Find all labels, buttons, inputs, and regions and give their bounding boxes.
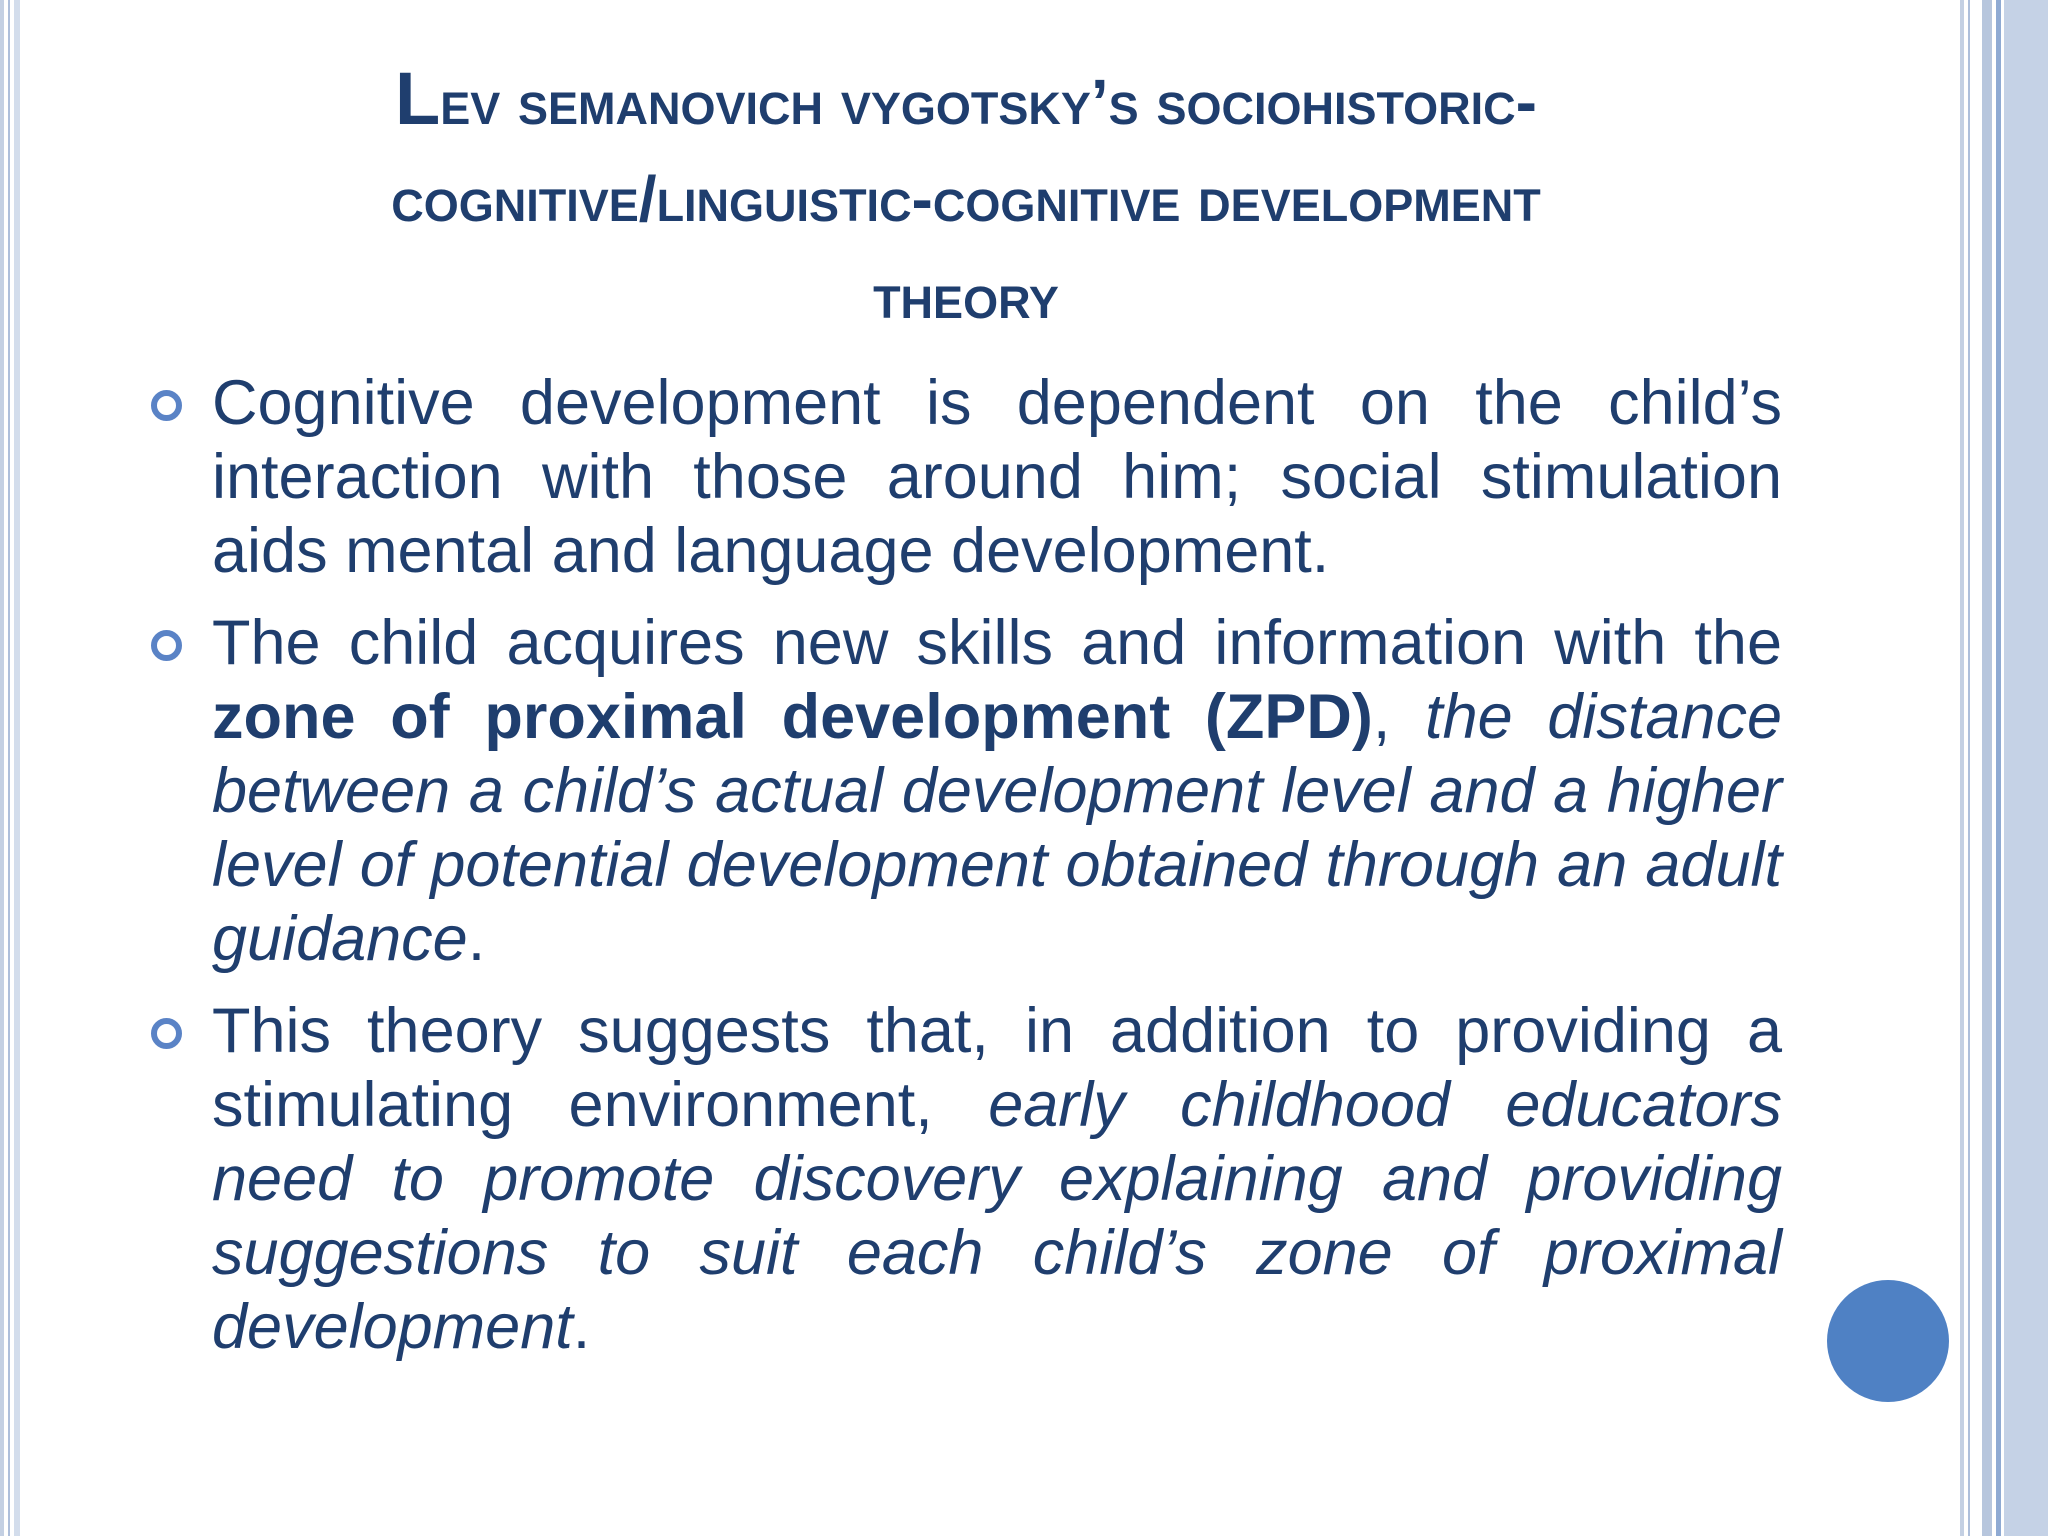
slide-title (146, 50, 1786, 345)
bullet-text: . (572, 1292, 591, 1362)
slide (26, 0, 1960, 1536)
title-line-1: ev semanovich vygotsky’s sociohistoric- (440, 66, 1537, 138)
right-border-decoration (1960, 0, 2048, 1536)
ring-bullet-icon (151, 390, 182, 421)
title-line-3: theory (873, 260, 1059, 332)
left-border-decoration (0, 0, 26, 1536)
bullet-item (146, 994, 1782, 1364)
bullet-text: . (467, 904, 486, 974)
title-initial: L (395, 57, 441, 140)
title-line-2: cognitive/linguistic-cognitive development (391, 163, 1541, 235)
bullet-text: Cognitive development is dependent on the child’s interaction with those around him; social stimulation aids mental and language development. (212, 368, 1782, 586)
bullet-item (146, 606, 1782, 976)
bullet-bold-term: zone of proximal development (ZPD) (212, 682, 1373, 752)
bullet-text: The child acquires new skills and information with the (212, 608, 1782, 678)
bullet-italic-definition: the distance between a child’s actual development level and a higher level of potential development obtained through an adult guidance (212, 682, 1783, 974)
bullet-list (146, 366, 1782, 1382)
bullet-text: This theory suggests that, in addition to providing a stimulating environment, (212, 996, 1782, 1140)
bullet-italic-text: early childhood educators need to promote discovery explaining and providing suggestions to suit each child’s zone of proximal development (212, 1070, 1782, 1362)
bullet-item (146, 366, 1782, 588)
decorative-circle (1827, 1280, 1949, 1402)
ring-bullet-icon (151, 1018, 182, 1049)
bullet-text: , (1372, 682, 1426, 752)
ring-bullet-icon (151, 630, 182, 661)
